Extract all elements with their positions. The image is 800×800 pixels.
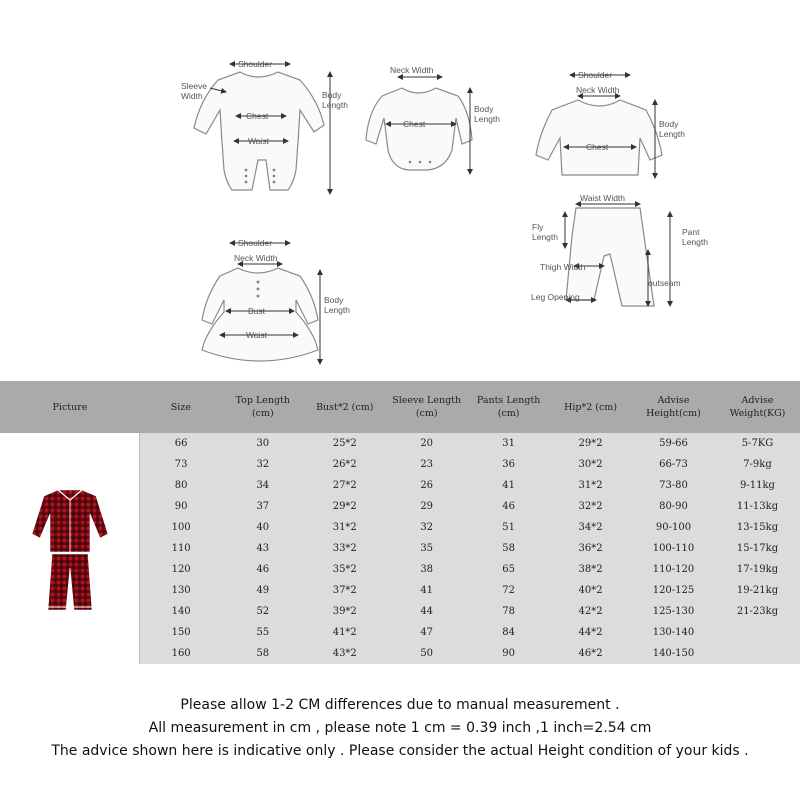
table-cell: 125-130	[632, 601, 716, 622]
table-cell: 13-15kg	[715, 517, 799, 538]
column-header: Advise Weight(KG)	[715, 381, 799, 433]
bodysuit-chest-label: Chest	[403, 119, 426, 129]
table-cell: 120	[140, 559, 222, 580]
table-cell: 9-11kg	[715, 475, 799, 496]
table-cell: 130	[140, 580, 222, 601]
top-shoulder-label: Shoulder	[578, 70, 613, 80]
table-cell: 36	[468, 454, 550, 475]
pants-leg-opening-label: Leg Opening	[531, 292, 580, 302]
table-cell: 26*2	[304, 454, 386, 475]
table-cell: 35	[386, 538, 468, 559]
table-cell: 120-125	[632, 580, 716, 601]
table-cell: 65	[468, 559, 550, 580]
top-neck-width-label: Neck Width	[576, 85, 620, 95]
table-cell: 32	[222, 454, 304, 475]
dress-diagram	[202, 238, 350, 364]
table-cell: 43*2	[304, 643, 386, 664]
table-cell: 50	[386, 643, 468, 664]
table-cell: 55	[222, 622, 304, 643]
table-cell: 84	[468, 622, 550, 643]
table-cell: 46*2	[550, 643, 632, 664]
table-cell: 44	[386, 601, 468, 622]
bodysuit-diagram	[366, 65, 500, 174]
table-cell: 46	[468, 496, 550, 517]
table-cell: 80-90	[632, 496, 716, 517]
note-advice: The advice shown here is indicative only . Please consider the actual Height condition of your kids .	[51, 743, 749, 759]
note-units: All measurement in cm , please note 1 cm = 0.39 inch ,1 inch=2.54 cm	[148, 720, 652, 736]
top-diagram	[536, 70, 685, 178]
table-cell: 11-13kg	[715, 496, 799, 517]
table-cell: 73	[140, 454, 222, 475]
dress-body-length-label: Body Length	[324, 295, 350, 315]
column-header: Picture	[0, 381, 140, 433]
diagram-svg	[0, 0, 800, 380]
table-cell: 110-120	[632, 559, 716, 580]
table-cell: 140-150	[632, 643, 716, 664]
table-cell: 90	[140, 496, 222, 517]
table-cell: 160	[140, 643, 222, 664]
column-header: Size	[140, 381, 222, 433]
table-cell: 78	[468, 601, 550, 622]
romper-body-length-label: Body Length	[322, 90, 348, 110]
dress-bust-label: Bust	[248, 306, 266, 316]
notes	[0, 694, 800, 763]
table-cell: 42*2	[550, 601, 632, 622]
table-cell: 29	[386, 496, 468, 517]
table-cell: 23	[386, 454, 468, 475]
table-cell: 39*2	[304, 601, 386, 622]
table-cell: 80	[140, 475, 222, 496]
table-cell: 37*2	[304, 580, 386, 601]
table-cell: 29*2	[304, 496, 386, 517]
table-cell: 35*2	[304, 559, 386, 580]
table-cell: 36*2	[550, 538, 632, 559]
table-cell: 58	[222, 643, 304, 664]
pants-thigh-width-label: Thigh Width	[540, 262, 586, 272]
table-cell: 73-80	[632, 475, 716, 496]
table-cell: 38*2	[550, 559, 632, 580]
table-cell	[715, 643, 799, 664]
top-body-length-label: Body Length	[659, 119, 685, 139]
dress-neck-width-label: Neck Width	[234, 253, 278, 263]
table-cell: 110	[140, 538, 222, 559]
romper-diagram	[181, 59, 348, 194]
table-cell: 15-17kg	[715, 538, 799, 559]
column-header: Bust*2 (cm)	[304, 381, 386, 433]
table-cell: 27*2	[304, 475, 386, 496]
table-cell: 37	[222, 496, 304, 517]
table-cell: 52	[222, 601, 304, 622]
table-cell: 7-9kg	[715, 454, 799, 475]
table-cell: 19-21kg	[715, 580, 799, 601]
top-chest-label: Chest	[586, 142, 609, 152]
table-cell: 140	[140, 601, 222, 622]
table-cell: 150	[140, 622, 222, 643]
table-cell: 30	[222, 433, 304, 454]
column-header: Top Length (cm)	[222, 381, 304, 433]
romper-sleeve-width-label: Sleeve Width	[181, 81, 207, 101]
size-table	[0, 381, 800, 664]
table-cell: 41*2	[304, 622, 386, 643]
table-cell: 31	[468, 433, 550, 454]
romper-shoulder-label: Shoulder	[238, 59, 273, 69]
table-cell: 100	[140, 517, 222, 538]
table-cell: 47	[386, 622, 468, 643]
pants-fly-length-label: Fly Length	[532, 222, 558, 242]
table-cell: 31*2	[550, 475, 632, 496]
table-cell: 41	[468, 475, 550, 496]
table-cell: 66	[140, 433, 222, 454]
table-cell: 30*2	[550, 454, 632, 475]
table-cell: 40	[222, 517, 304, 538]
column-header: Pants Length (cm)	[468, 381, 550, 433]
table-cell: 32*2	[550, 496, 632, 517]
pants-waist-width-label: Waist Width	[580, 193, 626, 203]
table-cell: 32	[386, 517, 468, 538]
table-cell: 90	[468, 643, 550, 664]
romper-waist-label: Waist	[248, 136, 269, 146]
table-cell: 21-23kg	[715, 601, 799, 622]
bodysuit-body-length-label: Body Length	[474, 104, 500, 124]
table-cell: 43	[222, 538, 304, 559]
table-cell: 49	[222, 580, 304, 601]
pants-diagram	[531, 193, 708, 306]
dress-waist-label: Waist	[246, 330, 267, 340]
table-cell: 20	[386, 433, 468, 454]
table-cell: 100-110	[632, 538, 716, 559]
table-cell	[715, 622, 799, 643]
table-cell: 38	[386, 559, 468, 580]
table-cell: 17-19kg	[715, 559, 799, 580]
romper-chest-label: Chest	[246, 111, 269, 121]
table-cell: 34	[222, 475, 304, 496]
table-cell: 25*2	[304, 433, 386, 454]
dress-shoulder-label: Shoulder	[238, 238, 273, 248]
table-cell: 26	[386, 475, 468, 496]
column-header: Advise Height(cm)	[632, 381, 716, 433]
table-cell: 5-7KG	[715, 433, 799, 454]
table-row	[0, 433, 800, 454]
table-cell: 40*2	[550, 580, 632, 601]
bodysuit-neck-width-label: Neck Width	[390, 65, 434, 75]
table-cell: 44*2	[550, 622, 632, 643]
pants-pant-length-label: Pant Length	[682, 227, 708, 247]
table-cell: 31*2	[304, 517, 386, 538]
table-cell: 51	[468, 517, 550, 538]
table-cell: 72	[468, 580, 550, 601]
product-picture	[0, 433, 140, 664]
table-cell: 33*2	[304, 538, 386, 559]
table-cell: 41	[386, 580, 468, 601]
table-cell: 90-100	[632, 517, 716, 538]
note-tolerance: Please allow 1-2 CM differences due to manual measurement .	[180, 697, 620, 713]
table-cell: 66-73	[632, 454, 716, 475]
measurement-diagrams	[0, 0, 800, 380]
table-cell: 58	[468, 538, 550, 559]
column-header: Hip*2 (cm)	[550, 381, 632, 433]
table-body	[0, 433, 800, 664]
table-cell: 34*2	[550, 517, 632, 538]
table-cell: 29*2	[550, 433, 632, 454]
pants-outseam-label: outseam	[648, 278, 681, 288]
table-cell: 59-66	[632, 433, 716, 454]
table-cell: 46	[222, 559, 304, 580]
table-header-row	[0, 381, 800, 433]
table-cell: 130-140	[632, 622, 716, 643]
pajama-image	[30, 482, 110, 612]
column-header: Sleeve Length (cm)	[386, 381, 468, 433]
